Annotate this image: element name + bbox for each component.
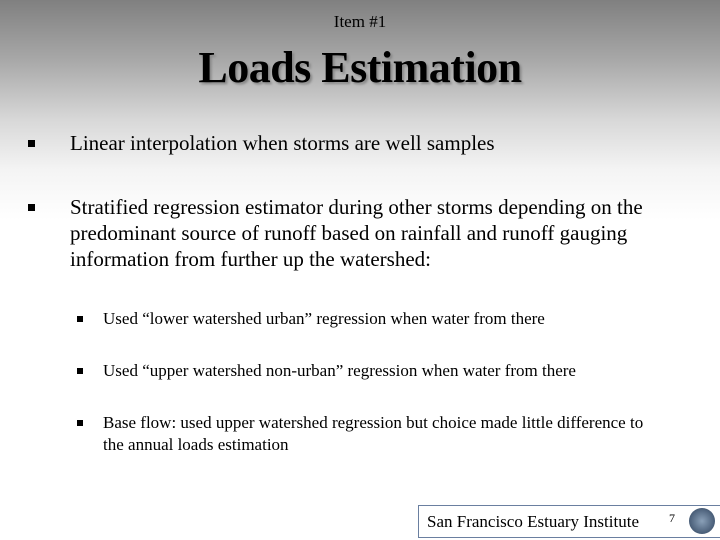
sfei-logo-icon [689, 508, 715, 534]
sub-bullet-item [103, 412, 663, 456]
bullet-square-icon [77, 316, 83, 322]
slide-subtitle: Item #1 [333, 12, 387, 31]
bullet-square-icon [77, 368, 83, 374]
page-number: 7 [669, 511, 675, 525]
bullet-item [70, 130, 670, 156]
bullet-text: Stratified regression estimator during other storms depending on the predominant source of runoff based on rainfall and runoff gauging information from further up the watershed: [70, 195, 643, 271]
sub-bullet-text: Base flow: used upper watershed regression but choice made little difference to the annual loads estimation [103, 413, 644, 454]
bullet-square-icon [77, 420, 83, 426]
bullet-square-icon [28, 140, 35, 147]
sub-bullet-item [103, 360, 683, 382]
slide-title: Loads Estimation [198, 43, 522, 92]
organization-name: San Francisco Estuary Institute [427, 512, 639, 531]
bullet-square-icon [28, 204, 35, 211]
sub-bullet-item [103, 308, 683, 330]
bullet-text: Linear interpolation when storms are well samples [70, 131, 495, 155]
bullet-item [70, 194, 670, 272]
footer-box [418, 505, 720, 538]
sub-bullet-text: Used “upper watershed non-urban” regression when water from there [103, 361, 576, 380]
sub-bullet-text: Used “lower watershed urban” regression when water from there [103, 309, 545, 328]
